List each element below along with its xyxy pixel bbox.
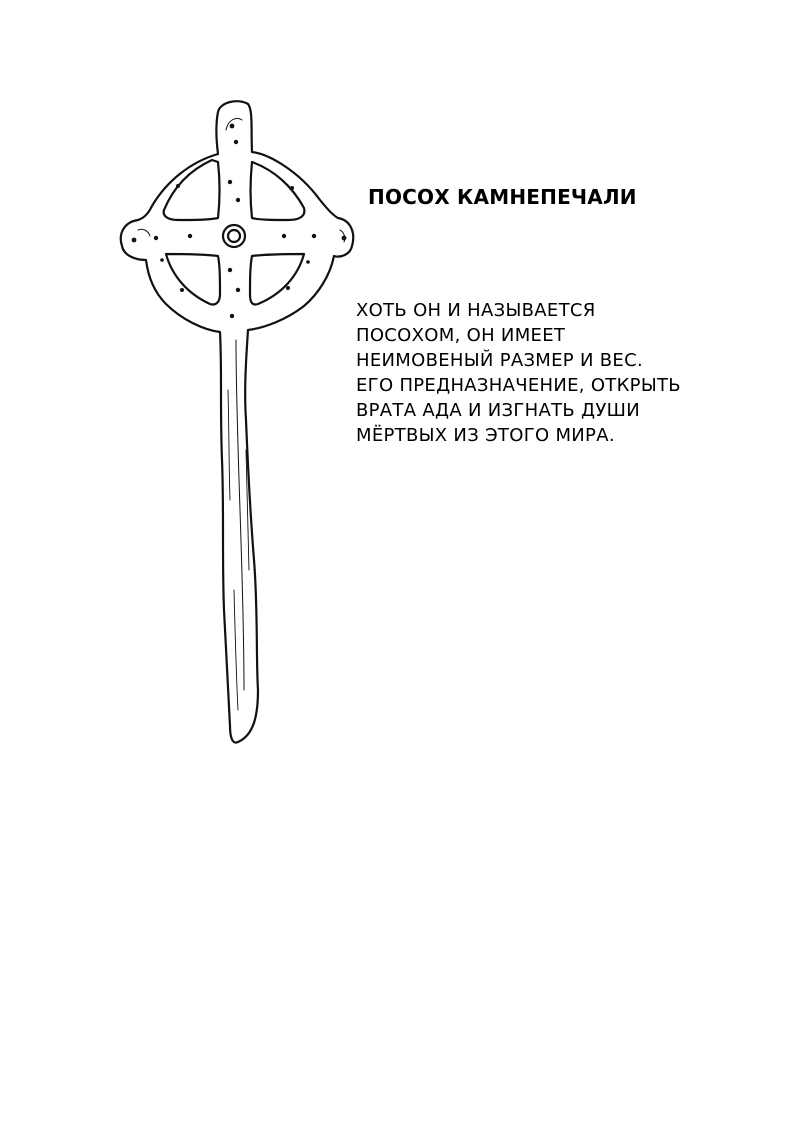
description-line: ХОТЬ ОН И НАЗЫВАЕТСЯ: [356, 300, 596, 321]
description-line: ПОСОХОМ, ОН ИМЕЕТ: [356, 325, 566, 346]
description-line: ЕГО ПРЕДНАЗНАЧЕНИЕ, ОТКРЫТЬ: [356, 375, 681, 396]
item-title: ПОСОХ КАМНЕПЕЧАЛИ: [368, 185, 637, 209]
description-line: ВРАТА АДА И ИЗГНАТЬ ДУШИ: [356, 400, 640, 421]
description-line: МЁРТВЫХ ИЗ ЭТОГО МИРА.: [356, 425, 615, 446]
description-line: НЕИМОВЕНЫЙ РАЗМЕР И ВЕС.: [356, 350, 643, 371]
celtic-cross-staff-icon: [108, 90, 360, 752]
item-description: [356, 298, 746, 448]
